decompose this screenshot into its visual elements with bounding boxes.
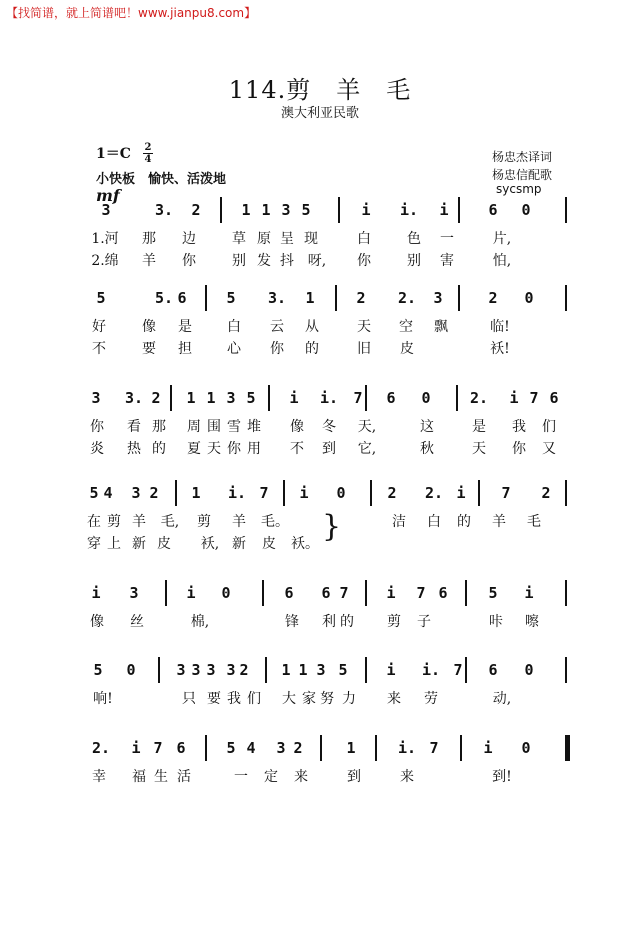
note: 3	[226, 389, 236, 407]
lyric-syllable: 不	[92, 341, 106, 357]
arranger-credit: 杨忠信配歌	[492, 168, 553, 182]
lyric-syllable: 冬	[322, 419, 336, 435]
lyric-syllable: 临!	[490, 319, 510, 335]
lyric-syllable: 劳	[424, 691, 438, 707]
note: 6	[488, 661, 498, 679]
note: 0	[221, 584, 231, 602]
lyric-syllable: 新	[132, 536, 146, 552]
lyric-syllable: 害	[440, 253, 454, 269]
lyric-syllable: 堆	[247, 419, 261, 435]
note: i.	[422, 661, 441, 679]
note: 5	[338, 661, 348, 679]
lyric-syllable: 白	[227, 319, 241, 335]
note: 5	[226, 289, 236, 307]
notation-row	[0, 288, 640, 312]
lyric-syllable: 围	[207, 419, 221, 435]
lyric-syllable: 的	[457, 514, 471, 530]
lyric-syllable: 皮	[400, 341, 414, 357]
lyric-syllable: 你	[90, 419, 104, 435]
note: 3.	[268, 289, 287, 307]
lyric-syllable: 来	[400, 769, 414, 785]
lyric-syllable: 上	[107, 536, 121, 552]
lyric-syllable: 色	[407, 231, 421, 247]
lyric-syllable: 我	[227, 691, 241, 707]
lyric-syllable: 你	[512, 441, 526, 457]
note: 3	[433, 289, 443, 307]
note: i.	[400, 201, 419, 219]
note: 5	[246, 389, 256, 407]
note: 2	[387, 484, 397, 502]
lyric-syllable: 草	[232, 231, 246, 247]
note: 6	[488, 201, 498, 219]
note: 6	[438, 584, 448, 602]
lyric-syllable: 天	[357, 319, 371, 335]
lyric-syllable: 穿	[87, 536, 101, 552]
song-origin: 澳大利亚民歌	[280, 106, 359, 121]
lyric-syllable: 心	[227, 341, 241, 357]
lyric-syllable: 到!	[492, 769, 512, 785]
note: 3	[91, 389, 101, 407]
lyric-syllable: 天,	[357, 419, 377, 435]
note: 7	[259, 484, 269, 502]
lyric-syllable: 边	[182, 231, 196, 247]
note: 3	[191, 661, 201, 679]
lyric-syllable: 家	[302, 691, 316, 707]
note: 4	[103, 484, 113, 502]
notation-row	[0, 388, 640, 412]
barline	[265, 657, 267, 683]
lyric-syllable: 这	[420, 419, 434, 435]
lyric-syllable: 袄,	[200, 536, 220, 552]
note: 7	[453, 661, 463, 679]
note: 2.	[92, 739, 111, 757]
notation-row	[0, 483, 640, 507]
lyric-syllable: 洁	[392, 514, 406, 530]
lyricist-credit: 杨忠杰译词	[492, 150, 553, 164]
note: i	[289, 389, 299, 407]
lyric-syllable: 是	[472, 419, 486, 435]
note: i	[299, 484, 309, 502]
lyric-syllable: 担	[178, 341, 192, 357]
note: 0	[521, 201, 531, 219]
lyric-syllable: 一	[440, 231, 454, 247]
notation-row	[0, 738, 640, 762]
barline	[565, 285, 567, 311]
lyric-syllable: 看	[127, 419, 141, 435]
lyric-syllable: 羊	[232, 514, 246, 530]
lyric-syllable: 子	[417, 614, 431, 630]
lyric-syllable: 努	[320, 691, 334, 707]
note: 5.	[155, 289, 174, 307]
lyrics-verse-2	[0, 340, 640, 360]
lyric-syllable: 活	[177, 769, 191, 785]
lyric-syllable: 剪	[107, 514, 121, 530]
lyric-syllable: 在	[87, 514, 101, 530]
note: 6	[386, 389, 396, 407]
dynamic-marking: mf	[96, 186, 120, 205]
note: 5	[89, 484, 99, 502]
note: 7	[416, 584, 426, 602]
note: 3	[226, 661, 236, 679]
lyric-syllable: 别	[407, 253, 421, 269]
lyric-syllable: 要	[142, 341, 156, 357]
barline	[465, 657, 467, 683]
lyric-syllable: 旧	[357, 341, 371, 357]
barline	[565, 197, 567, 223]
time-signature-bottom: 4	[144, 154, 152, 165]
site-banner: 【找简谱，就上简谱吧！www.jianpu8.com】	[6, 6, 257, 20]
song-title: 114.剪 羊 毛	[228, 76, 412, 104]
barline	[365, 580, 367, 606]
lyric-syllable: 从	[305, 319, 319, 335]
barline	[458, 285, 460, 311]
uploader-tag: sycsmp	[496, 182, 542, 196]
note: 1	[281, 661, 291, 679]
note: 3	[276, 739, 286, 757]
lyric-syllable: 发	[257, 253, 271, 269]
lyric-syllable: 皮	[157, 536, 171, 552]
note: 6	[176, 739, 186, 757]
barline	[375, 735, 377, 761]
note: 1	[305, 289, 315, 307]
barline	[458, 197, 460, 223]
note: 0	[336, 484, 346, 502]
lyric-syllable: 咔	[489, 614, 503, 630]
lyric-syllable: 秋	[420, 441, 434, 457]
note: 0	[524, 661, 534, 679]
lyric-syllable: 不	[290, 441, 304, 457]
note: 6	[321, 584, 331, 602]
lyric-syllable: 雪	[227, 419, 241, 435]
note: i	[524, 584, 534, 602]
note: i	[91, 584, 101, 602]
lyrics-verse-1	[0, 230, 640, 250]
lyric-syllable: 新	[232, 536, 246, 552]
lyric-syllable: 羊	[142, 253, 156, 269]
note: 5	[488, 584, 498, 602]
note: i	[386, 584, 396, 602]
lyric-syllable: 我	[512, 419, 526, 435]
note: 6	[549, 389, 559, 407]
lyric-syllable: 一	[234, 769, 248, 785]
note: 2	[356, 289, 366, 307]
note: 5	[93, 661, 103, 679]
lyric-syllable: 白	[357, 231, 371, 247]
lyric-syllable: 那	[142, 231, 156, 247]
lyric-syllable: 响!	[93, 691, 113, 707]
note: 1	[191, 484, 201, 502]
final-barline	[565, 735, 570, 761]
lyric-syllable: 们	[247, 691, 261, 707]
note: i	[509, 389, 519, 407]
lyric-syllable: 毛,	[160, 514, 180, 530]
note: 4	[246, 739, 256, 757]
note: 3.	[155, 201, 174, 219]
barline	[335, 285, 337, 311]
note: i.	[228, 484, 247, 502]
lyric-syllable: 像	[90, 614, 104, 630]
lyric-syllable: 定	[264, 769, 278, 785]
note: 7	[501, 484, 511, 502]
lyric-syllable: 要	[207, 691, 221, 707]
lyric-syllable: 呀,	[307, 253, 327, 269]
lyric-syllable: 剪	[197, 514, 211, 530]
note: i	[361, 201, 371, 219]
note: 3	[129, 584, 139, 602]
note: 2.	[398, 289, 417, 307]
time-signature-top: 2	[144, 142, 152, 153]
lyric-syllable: 的	[340, 614, 354, 630]
note: i.	[320, 389, 339, 407]
note: 0	[421, 389, 431, 407]
lyric-syllable: 的	[152, 441, 166, 457]
lyric-syllable: 到	[322, 441, 336, 457]
lyric-syllable: 你	[270, 341, 284, 357]
barline	[365, 385, 367, 411]
lyric-syllable: 大	[282, 691, 296, 707]
lyrics-verse-2	[0, 440, 640, 460]
lyric-syllable: 1.河	[91, 231, 119, 247]
lyric-syllable: 夏	[187, 441, 201, 457]
lyric-syllable: 你	[357, 253, 371, 269]
note: 1	[186, 389, 196, 407]
barline	[460, 735, 462, 761]
note: 2	[151, 389, 161, 407]
lyric-syllable: 力	[342, 691, 356, 707]
note: 3	[281, 201, 291, 219]
tempo-marking: 小快板 愉快、活泼地	[96, 172, 227, 187]
barline	[175, 480, 177, 506]
note: 2	[541, 484, 551, 502]
note: 3	[101, 201, 111, 219]
lyric-syllable: 毛。	[261, 514, 289, 530]
barline	[170, 385, 172, 411]
lyric-syllable: 好	[92, 319, 106, 335]
lyric-syllable: 片,	[492, 231, 512, 247]
lyrics-verse-1	[0, 690, 640, 710]
lyrics-verse-1	[0, 613, 640, 633]
note: 7	[529, 389, 539, 407]
lyric-syllable: 怕,	[492, 253, 512, 269]
lyric-syllable: 来	[294, 769, 308, 785]
barline	[565, 657, 567, 683]
note: 1	[346, 739, 356, 757]
lyrics-verse-1	[0, 318, 640, 338]
barline	[370, 480, 372, 506]
lyrics-verse-1	[0, 513, 640, 533]
lyric-syllable: 利	[322, 614, 336, 630]
lyric-syllable: 又	[542, 441, 556, 457]
notation-row	[0, 660, 640, 684]
notation-row	[0, 583, 640, 607]
note: i	[483, 739, 493, 757]
barline	[565, 580, 567, 606]
note: 2	[239, 661, 249, 679]
note: 2	[149, 484, 159, 502]
lyric-syllable: 幸	[92, 769, 106, 785]
lyric-syllable: 只	[182, 691, 196, 707]
barline	[262, 580, 264, 606]
barline	[565, 480, 567, 506]
note: i	[131, 739, 141, 757]
note: 7	[339, 584, 349, 602]
lyric-syllable: 像	[142, 319, 156, 335]
note: i.	[398, 739, 417, 757]
note: 2.	[470, 389, 489, 407]
note: 2	[488, 289, 498, 307]
lyric-syllable: 飘	[434, 319, 448, 335]
barline	[268, 385, 270, 411]
verse-brace: }	[322, 509, 342, 544]
lyric-syllable: 像	[290, 419, 304, 435]
barline	[158, 657, 160, 683]
lyric-syllable: 现	[304, 231, 318, 247]
lyrics-verse-2	[0, 252, 640, 272]
lyric-syllable: 空	[399, 319, 413, 335]
lyric-syllable: 原	[257, 231, 271, 247]
barline	[365, 657, 367, 683]
lyric-syllable: 天	[472, 441, 486, 457]
lyric-syllable: 嚓	[525, 614, 539, 630]
lyric-syllable: 是	[178, 319, 192, 335]
note: 2	[191, 201, 201, 219]
barline	[283, 480, 285, 506]
lyric-syllable: 它,	[357, 441, 377, 457]
lyric-syllable: 生	[154, 769, 168, 785]
lyric-syllable: 羊	[132, 514, 146, 530]
lyric-syllable: 那	[152, 419, 166, 435]
lyric-syllable: 锋	[285, 614, 299, 630]
key-signature: 1＝C	[96, 146, 131, 162]
barline	[205, 285, 207, 311]
lyric-syllable: 毛	[527, 514, 541, 530]
lyric-syllable: 袄!	[490, 341, 510, 357]
lyric-syllable: 别	[232, 253, 246, 269]
note: 0	[126, 661, 136, 679]
lyric-syllable: 呈	[280, 231, 294, 247]
note: 7	[429, 739, 439, 757]
lyrics-verse-1	[0, 768, 640, 788]
note: 3	[316, 661, 326, 679]
lyrics-verse-2	[0, 535, 640, 555]
lyric-syllable: 炎	[90, 441, 104, 457]
lyric-syllable: 周	[187, 419, 201, 435]
lyric-syllable: 你	[182, 253, 196, 269]
barline	[320, 735, 322, 761]
lyric-syllable: 们	[542, 419, 556, 435]
lyric-syllable: 热	[127, 441, 141, 457]
notation-row	[0, 200, 640, 224]
lyric-syllable: 的	[305, 341, 319, 357]
note: 3.	[125, 389, 144, 407]
lyrics-verse-1	[0, 418, 640, 438]
barline	[205, 735, 207, 761]
barline	[338, 197, 340, 223]
barline	[220, 197, 222, 223]
lyric-syllable: 皮	[262, 536, 276, 552]
note: i	[456, 484, 466, 502]
lyric-syllable: 丝	[130, 614, 144, 630]
lyric-syllable: 云	[270, 319, 284, 335]
note: 1	[261, 201, 271, 219]
note: 1	[298, 661, 308, 679]
lyric-syllable: 动,	[492, 691, 512, 707]
note: 3	[131, 484, 141, 502]
barline	[165, 580, 167, 606]
lyric-syllable: 2.绵	[91, 253, 119, 269]
lyric-syllable: 来	[387, 691, 401, 707]
note: 2	[293, 739, 303, 757]
note: 5	[226, 739, 236, 757]
note: 5	[96, 289, 106, 307]
note: 1	[241, 201, 251, 219]
note: 7	[353, 389, 363, 407]
barline	[456, 385, 458, 411]
note: 5	[301, 201, 311, 219]
note: 0	[524, 289, 534, 307]
barline	[478, 480, 480, 506]
note: 3	[206, 661, 216, 679]
lyric-syllable: 棉,	[190, 614, 210, 630]
note: 6	[177, 289, 187, 307]
time-signature	[143, 143, 153, 164]
note: i	[386, 661, 396, 679]
note: 7	[153, 739, 163, 757]
lyric-syllable: 剪	[387, 614, 401, 630]
lyric-syllable: 用	[247, 441, 261, 457]
note: i	[186, 584, 196, 602]
lyric-syllable: 白	[427, 514, 441, 530]
note: 0	[521, 739, 531, 757]
lyric-syllable: 福	[132, 769, 146, 785]
lyric-syllable: 你	[227, 441, 241, 457]
lyric-syllable: 羊	[492, 514, 506, 530]
note: 2.	[425, 484, 444, 502]
note: 3	[176, 661, 186, 679]
lyric-syllable: 袄。	[291, 536, 319, 552]
note: i	[439, 201, 449, 219]
lyric-syllable: 到	[347, 769, 361, 785]
lyric-syllable: 抖	[280, 253, 294, 269]
note: 1	[206, 389, 216, 407]
note: 6	[284, 584, 294, 602]
lyric-syllable: 天	[207, 441, 221, 457]
barline	[465, 580, 467, 606]
